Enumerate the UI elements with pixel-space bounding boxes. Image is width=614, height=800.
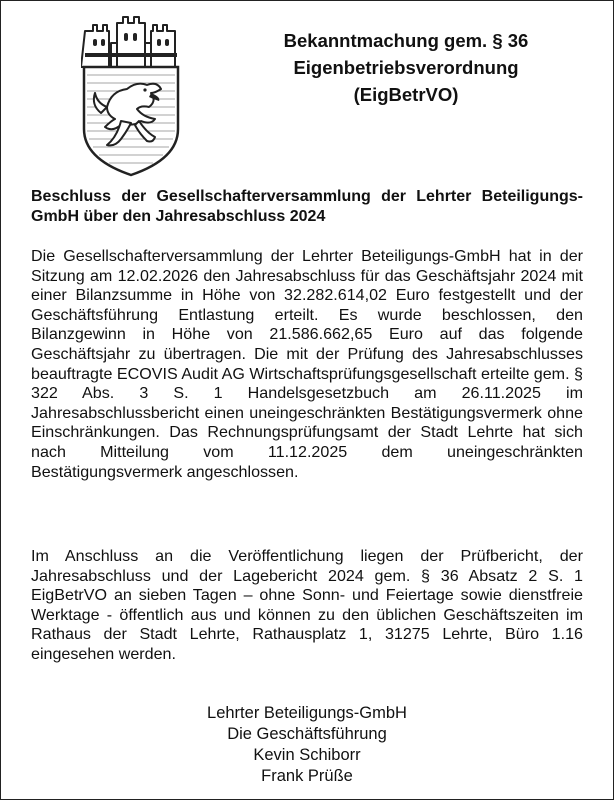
signature-line: Die Geschäftsführung	[227, 725, 387, 743]
title-line: (EigBetrVO)	[353, 84, 459, 105]
title-line: Eigenbetriebsverordnung	[293, 57, 519, 78]
body-paragraph: Die Gesellschafterversammlung der Lehrter Beteiligungs-GmbH hat in der Sitzung am 12.02.2026 den Jahresabschluss für das Geschäftsjahr 2024 mit einer Bilanzsumme in Höhe von 32.282.614,02 Euro festgestellt und der Geschäftsführung Entlastung erteilt. Es wurde beschlossen, den Bilanzgewinn in Höhe von 21.586.662,65 Euro auf das folgende Geschäftsjahr zu übertragen. Die mit der Prüfung des Jahresabschlusses beauftragte ECOVIS Audit AG Wirtschaftsprüfungsgesellschaft erteilte gem. § 322 Abs. 3 S. 1 Handelsgesetzbuch am 26.11.2025 im Jahresabschlussbericht einen uneingeschränkten Bestätigungsvermerk ohne Einschränkungen. Das Rechnungsprüfungsamt der Stadt Lehrte hat sich nach Mitteilung vom 11.12.2025 dem uneingeschränkten Bestätigungsvermerk angeschlossen.	[31, 247, 583, 481]
title-line: Bekanntmachung gem. § 36	[283, 30, 529, 51]
body-paragraph: Im Anschluss an die Veröffentlichung liegen der Prüfbericht, der Jahresabschluss und der Lagebericht 2024 gem. § 36 Absatz 2 S. 1 EigBetrVO an sieben Tagen – ohne Sonn- und Feiertage sowie dienstfreie Werktage - öffentlich aus und können zu den üblichen Geschäftszeiten im Rathaus der Stadt Lehrte, Rathausplatz 1, 31275 Lehrte, Büro 1.16 eingesehen werden.	[31, 547, 583, 663]
signature-line: Kevin Schiborr	[253, 746, 361, 764]
signature-line: Lehrter Beteiligungs-GmbH	[207, 704, 407, 722]
signature-line: Frank Prüße	[261, 767, 353, 785]
signature-block	[1, 703, 613, 787]
resolution-headline: Beschluss der Gesellschafterversammlung der Lehrter Beteiligungs-GmbH über den Jahresabschluss 2024	[31, 188, 583, 225]
notice-title	[241, 27, 571, 108]
city-coat-of-arms-icon	[81, 9, 181, 177]
